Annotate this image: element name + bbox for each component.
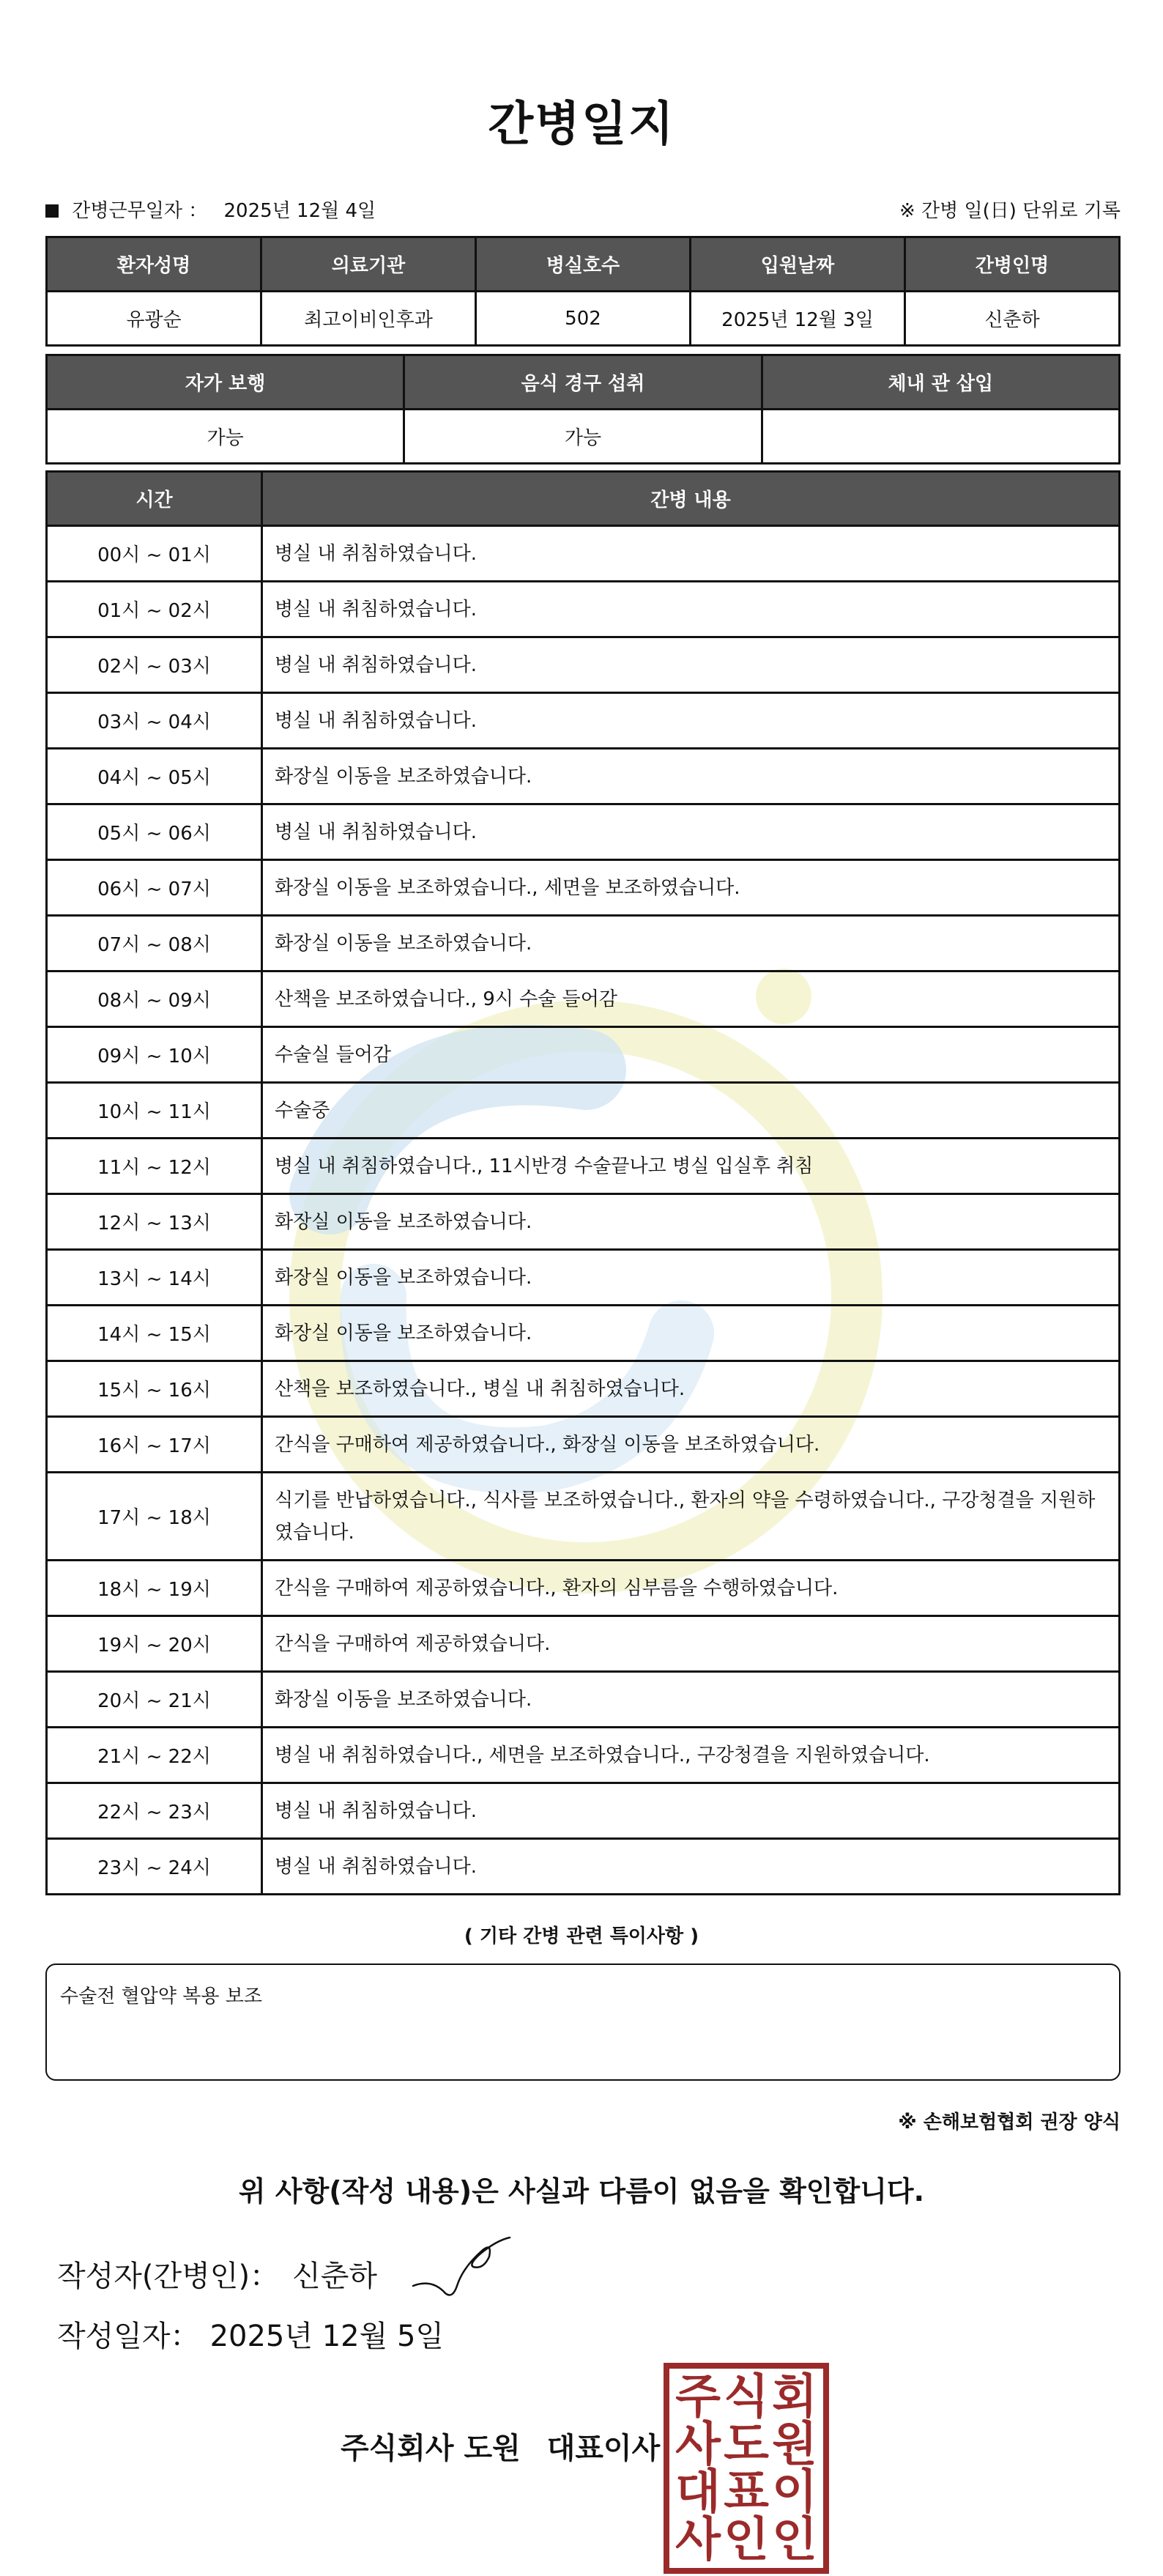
remarks-box: 수술전 혈압약 복용 보조 — [45, 1964, 1121, 2081]
care-content: 병실 내 취침하였습니다. — [262, 1783, 1120, 1839]
seal-glyph: 인 — [724, 2512, 769, 2567]
header-caregiver: 간병인명 — [905, 237, 1120, 292]
header-care-content: 간병 내용 — [262, 472, 1120, 526]
table-row — [47, 860, 1120, 916]
care-content: 병실 내 취침하였습니다. — [262, 693, 1120, 749]
care-content: 병실 내 취침하였습니다. — [262, 637, 1120, 693]
table-row — [47, 1306, 1120, 1361]
table-row — [47, 582, 1120, 637]
care-content: 수술실 들어감 — [262, 1027, 1120, 1083]
seal-glyph: 인 — [772, 2512, 817, 2567]
work-date-label: 간병근무일자 ： — [72, 200, 208, 222]
company-seal — [664, 2363, 829, 2574]
table-row — [47, 1839, 1120, 1895]
table-row — [47, 1561, 1120, 1616]
time-slot: 18시 ~ 19시 — [47, 1561, 262, 1616]
table-row — [47, 1417, 1120, 1473]
seal-glyph: 원 — [772, 2417, 817, 2472]
time-slot: 14시 ~ 15시 — [47, 1306, 262, 1361]
table-row — [47, 1783, 1120, 1839]
patient-info-table — [45, 236, 1121, 347]
written-date-line — [57, 2313, 444, 2355]
seal-glyph: 회 — [772, 2369, 817, 2424]
care-content: 화장실 이동을 보조하였습니다., 세면을 보조하였습니다. — [262, 860, 1120, 916]
table-row — [47, 1027, 1120, 1083]
written-date-value: 2025년 12월 5일 — [209, 2320, 445, 2353]
admission-date: 2025년 12월 3일 — [691, 292, 905, 346]
time-slot: 09시 ~ 10시 — [47, 1027, 262, 1083]
seal-glyph: 주 — [675, 2369, 721, 2424]
care-content: 식기를 반납하였습니다., 식사를 보조하였습니다., 환자의 약을 수령하였습니다., 구강청결을 지원하였습니다. — [262, 1473, 1120, 1561]
header-oral-intake: 음식 경구 섭취 — [404, 355, 762, 410]
time-slot: 04시 ~ 05시 — [47, 749, 262, 804]
care-content: 병실 내 취침하였습니다., 11시반경 수술끝나고 병실 입실후 취침 — [262, 1139, 1120, 1194]
page-title: 간병일지 — [488, 97, 675, 152]
time-slot: 16시 ~ 17시 — [47, 1417, 262, 1473]
care-content: 산책을 보조하였습니다., 9시 수술 들어감 — [262, 971, 1120, 1027]
seal-glyph: 이 — [772, 2465, 817, 2520]
time-slot: 23시 ~ 24시 — [47, 1839, 262, 1895]
seal-glyph: 사 — [675, 2417, 721, 2472]
record-unit-note: ※ 간병 일(日) 단위로 기록 — [899, 200, 1121, 222]
company-name: 주식회사 도원 — [341, 2432, 521, 2465]
time-slot: 20시 ~ 21시 — [47, 1672, 262, 1728]
writer-name: 신춘하 — [292, 2259, 377, 2293]
table-row — [47, 804, 1120, 860]
table-row — [47, 637, 1120, 693]
table-row — [47, 1139, 1120, 1194]
company-rep: 대표이사 — [546, 2432, 661, 2465]
care-content: 병실 내 취침하였습니다. — [262, 1839, 1120, 1895]
care-content: 화장실 이동을 보조하였습니다. — [262, 1194, 1120, 1250]
time-slot: 03시 ~ 04시 — [47, 693, 262, 749]
confirmation-statement: 위 사항(작성 내용)은 사실과 다름이 없음을 확인합니다. — [238, 2175, 925, 2207]
table-row — [47, 1194, 1120, 1250]
header-time: 시간 — [47, 472, 262, 526]
square-bullet-icon — [45, 204, 59, 218]
time-slot: 13시 ~ 14시 — [47, 1250, 262, 1306]
care-content: 화장실 이동을 보조하였습니다. — [262, 1672, 1120, 1728]
work-date-value: 2025년 12월 4일 — [223, 200, 376, 222]
care-content: 병실 내 취침하였습니다. — [262, 582, 1120, 637]
header-tube-insertion: 체내 관 삽입 — [762, 355, 1119, 410]
caregiver-name: 신춘하 — [905, 292, 1120, 346]
care-content: 간식을 구매하여 제공하였습니다. — [262, 1616, 1120, 1672]
care-content: 화장실 이동을 보조하였습니다. — [262, 1250, 1120, 1306]
care-content: 간식을 구매하여 제공하였습니다., 환자의 심부름을 수행하였습니다. — [262, 1561, 1120, 1616]
header-room: 병실호수 — [476, 237, 691, 292]
work-date — [45, 196, 376, 223]
time-slot: 07시 ~ 08시 — [47, 916, 262, 971]
care-content: 병실 내 취침하였습니다. — [262, 526, 1120, 582]
time-slot: 19시 ~ 20시 — [47, 1616, 262, 1672]
time-slot: 02시 ~ 03시 — [47, 637, 262, 693]
company-line — [341, 2425, 660, 2467]
table-row — [47, 693, 1120, 749]
seal-glyph: 도 — [724, 2417, 769, 2472]
time-slot: 11시 ~ 12시 — [47, 1139, 262, 1194]
care-log-table — [45, 470, 1121, 1895]
header-self-walking: 자가 보행 — [47, 355, 404, 410]
table-row — [47, 526, 1120, 582]
table-row — [47, 971, 1120, 1027]
time-slot: 15시 ~ 16시 — [47, 1361, 262, 1417]
patient-status-table — [45, 354, 1121, 465]
time-slot: 10시 ~ 11시 — [47, 1083, 262, 1139]
time-slot: 01시 ~ 02시 — [47, 582, 262, 637]
care-content: 산책을 보조하였습니다., 병실 내 취침하였습니다. — [262, 1361, 1120, 1417]
time-slot: 00시 ~ 01시 — [47, 526, 262, 582]
care-content: 수술중 — [262, 1083, 1120, 1139]
signature — [410, 2235, 513, 2301]
tube-insertion-value — [762, 410, 1119, 464]
self-walking-value: 가능 — [47, 410, 404, 464]
time-slot: 08시 ~ 09시 — [47, 971, 262, 1027]
care-content: 병실 내 취침하였습니다. — [262, 804, 1120, 860]
header-hospital: 의료기관 — [261, 237, 476, 292]
table-row — [47, 1672, 1120, 1728]
written-date-label: 작성일자： — [57, 2320, 200, 2353]
hospital-name: 최고이비인후과 — [261, 292, 476, 346]
table-row — [47, 1250, 1120, 1306]
care-content: 화장실 이동을 보조하였습니다. — [262, 916, 1120, 971]
table-row — [47, 1083, 1120, 1139]
table-row — [47, 1361, 1120, 1417]
time-slot: 06시 ~ 07시 — [47, 860, 262, 916]
care-content: 화장실 이동을 보조하였습니다. — [262, 749, 1120, 804]
room-number: 502 — [476, 292, 691, 346]
seal-glyph: 표 — [724, 2465, 769, 2520]
remarks-title: ( 기타 간병 관련 특이사항 ) — [464, 1925, 699, 1947]
table-row — [47, 1473, 1120, 1561]
header-admission-date: 입원날짜 — [691, 237, 905, 292]
table-row — [47, 749, 1120, 804]
care-content: 화장실 이동을 보조하였습니다. — [262, 1306, 1120, 1361]
care-content: 병실 내 취침하였습니다., 세면을 보조하였습니다., 구강청결을 지원하였습니다. — [262, 1728, 1120, 1783]
time-slot: 22시 ~ 23시 — [47, 1783, 262, 1839]
table-row — [47, 916, 1120, 971]
patient-name: 유광순 — [47, 292, 261, 346]
time-slot: 05시 ~ 06시 — [47, 804, 262, 860]
oral-intake-value: 가능 — [404, 410, 762, 464]
form-note: ※ 손해보험협회 권장 양식 — [898, 2111, 1121, 2133]
table-row — [47, 1728, 1120, 1783]
time-slot: 17시 ~ 18시 — [47, 1473, 262, 1561]
seal-glyph: 사 — [675, 2512, 721, 2567]
time-slot: 21시 ~ 22시 — [47, 1728, 262, 1783]
time-slot: 12시 ~ 13시 — [47, 1194, 262, 1250]
seal-glyph: 식 — [724, 2369, 769, 2424]
header-patient-name: 환자성명 — [47, 237, 261, 292]
care-content: 간식을 구매하여 제공하였습니다., 화장실 이동을 보조하였습니다. — [262, 1417, 1120, 1473]
meta-row — [45, 193, 1121, 223]
seal-glyph: 대 — [675, 2465, 721, 2520]
table-row — [47, 1616, 1120, 1672]
writer-label: 작성자(간병인)： — [57, 2259, 280, 2293]
writer-line — [57, 2253, 377, 2295]
